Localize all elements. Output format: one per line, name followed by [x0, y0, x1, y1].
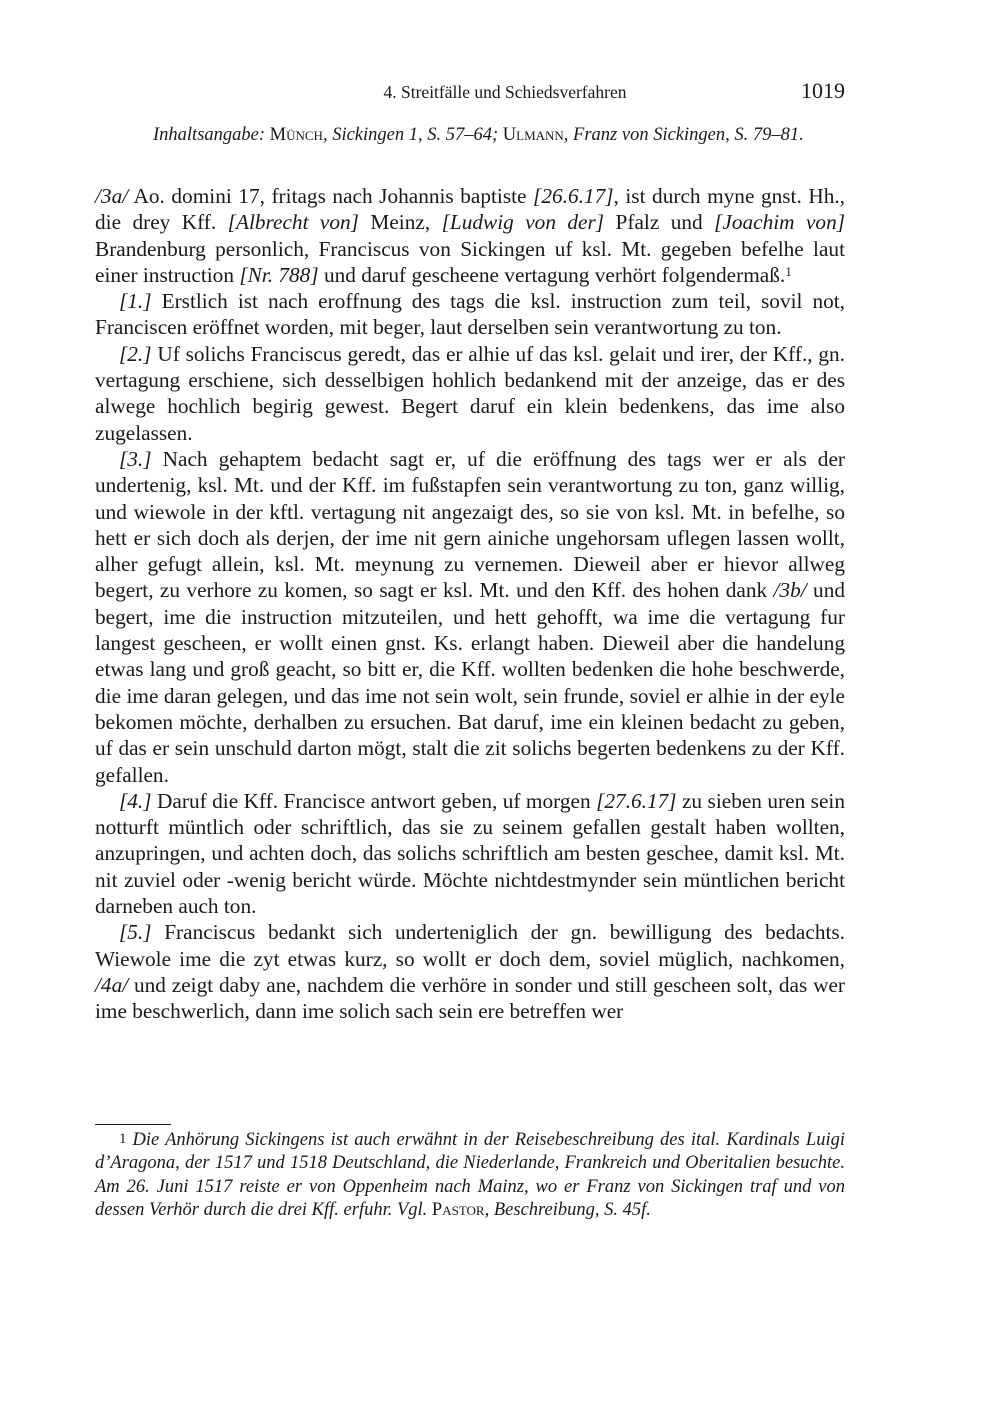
text-segment: zu sieben uren sein notturft müntlich oder schriftlich, das sie zu seinem gefallen gestalt haben wollten, anzupringen, und achten doch, das solichs schriftlich am besten geschee, damit ksl. Mt. nit zuviel oder -wenig bericht würde. Möchte nichtdestmynder sein müntlichen bericht darneben auch ton.	[95, 788, 845, 919]
footnote-number: 1	[119, 1131, 127, 1147]
text-segment: Meinz,	[358, 210, 442, 235]
paragraph	[95, 919, 845, 1024]
italic-segment: [Joachim von]	[714, 210, 846, 235]
italic-segment: [Nr. 788]	[239, 262, 319, 287]
main-text	[95, 183, 845, 1025]
italic-segment: [5.]	[119, 920, 152, 945]
text-segment: Ao. domini 17, fritags nach Johannis baptiste	[128, 184, 534, 208]
footnote	[95, 1128, 845, 1222]
author-name: Münch	[265, 125, 323, 145]
italic-segment: [Ludwig von der]	[441, 210, 605, 235]
text-segment: Erstlich ist nach eroffnung des tags die ksl. instruction zum teil, sovil not, Franciscen eröffnet worden, mit beger, laut derselben sein verantwortung zu ton.	[95, 289, 845, 340]
text-segment: Pfalz und	[604, 210, 715, 235]
author-name: Pastor	[427, 1199, 485, 1220]
text-segment: und daruf gescheene vertagung verhört folgendermaß.	[318, 262, 786, 287]
paragraph	[95, 288, 845, 341]
text-segment: Nach gehaptem bedacht sagt er, uf die eröffnung des tags wer er als der undertenig, ksl. Mt. und der Kff. im fußstapfen sein verantwortung zu ton, ganz willig, und wiewole in der kftl. vertagung nit angezaigt des, so sie von ksl. Mt. in befelhe, so hett er sich doch als derjen, der ime nit gern ainiche ungehorsam uflegen lassen wollt, alher gefugt allein, ksl. Mt. meynung zu vernemen. Dieweil aber er hievor allweg begert, zu verhore zu komen, so sagt er ksl. Mt. und den Kff. des hohen dank	[95, 446, 845, 603]
italic-segment: /4a/	[95, 972, 129, 997]
text-segment: Brandenburg personlich, Franciscus von Sickingen uf ksl. Mt. gegeben befelhe laut einer instruction	[95, 236, 845, 287]
italic-segment: /3b/	[773, 578, 807, 603]
italic-segment: [Albrecht von]	[227, 210, 359, 235]
paragraph	[95, 341, 845, 446]
text-segment: und zeigt daby ane, nachdem die verhöre in sonder und still gescheen solt, das wer ime beschwerlich, dann ime solich sach sein ere betreffen wer	[95, 972, 845, 1024]
text-segment: Daruf die Kff. Francisce antwort geben, uf morgen	[151, 788, 597, 813]
paragraph	[95, 446, 845, 788]
paragraph	[95, 788, 845, 919]
italic-segment: [3.]	[119, 446, 152, 471]
footnotes	[95, 1128, 845, 1222]
italic-segment: , Sickingen 1, S. 57–64;	[322, 125, 499, 145]
author-name: Ulmann	[498, 125, 564, 145]
italic-segment: , Franz von Sickingen, S. 79–81.	[563, 125, 804, 145]
footnote-ref: 1	[785, 263, 792, 279]
text-segment: und begert, ime die instruction mitzuteilen, und hett gehofft, wa ime die vertagung fur langest gescheen, er wollt einen gnst. Ks. erlangt haben. Dieweil aber die handelung etwas lang und groß geacht, so bitt er, die Kff. wollten bedenken die hohe beschwerde, die ime daran gelegen, und das ime not sein wolt, sein frunde, soviel er alhie in der eyle bekomen möchte, derhalben zu ersuchen. Bat daruf, ime ein kleinen bedacht zu geben, uf das er sein unschuld darton mögt, stalt die zit solichs begerten bedenkens zu der Kff. gefallen.	[95, 578, 845, 787]
italic-segment: [27.6.17]	[596, 788, 677, 813]
text-segment: Uf solichs Franciscus geredt, das er alhie uf das ksl. gelait und irer, der Kff., gn. vertagung erschiene, sich desselbigen hohlich bedankend mit der anzeige, das er des alwege hochlich begirig gewest. Begert daruf ein klein bedenkens, das ime also zugelassen.	[95, 341, 845, 445]
italic-segment: [4.]	[119, 788, 152, 813]
summary-note	[153, 124, 845, 146]
italic-segment: Die Anhörung Sickingens ist auch erwähnt in der Reisebeschreibung des ital. Kardinals Luigi d’Aragona, der 1517 und 1518 Deutschland, die Niederlande, Frankreich und Oberitalien besuchte. Am 26. Juni 1517 reiste er von Oppenheim nach Mainz, wo er Franz von Sickingen traf und von dessen Verhör durch die drei Kff. erfuhr. Vgl.	[95, 1130, 845, 1220]
italic-segment: [1.]	[119, 289, 152, 314]
italic-segment: , Beschreibung, S. 45f.	[484, 1199, 651, 1220]
footnote-rule	[95, 1124, 171, 1125]
text-segment: , ist durch myne gnst. Hh., die drey Kff.	[95, 184, 845, 235]
running-title: 4. Streitfälle und Schiedsverfahren	[383, 82, 627, 102]
text-segment: Franciscus bedankt sich underteniglich der gn. bewilligung des bedachts. Wiewole ime die zyt etwas kurz, so wollt er doch dem, soviel müglich, nachkomen,	[95, 920, 845, 971]
page-number: 1019	[801, 78, 845, 103]
italic-segment: /3a/	[95, 184, 129, 208]
italic-segment: Inhaltsangabe:	[153, 125, 266, 145]
page-header	[95, 80, 845, 106]
paragraph	[95, 183, 845, 288]
italic-segment: [2.]	[119, 341, 152, 366]
italic-segment: [26.6.17]	[533, 184, 614, 208]
